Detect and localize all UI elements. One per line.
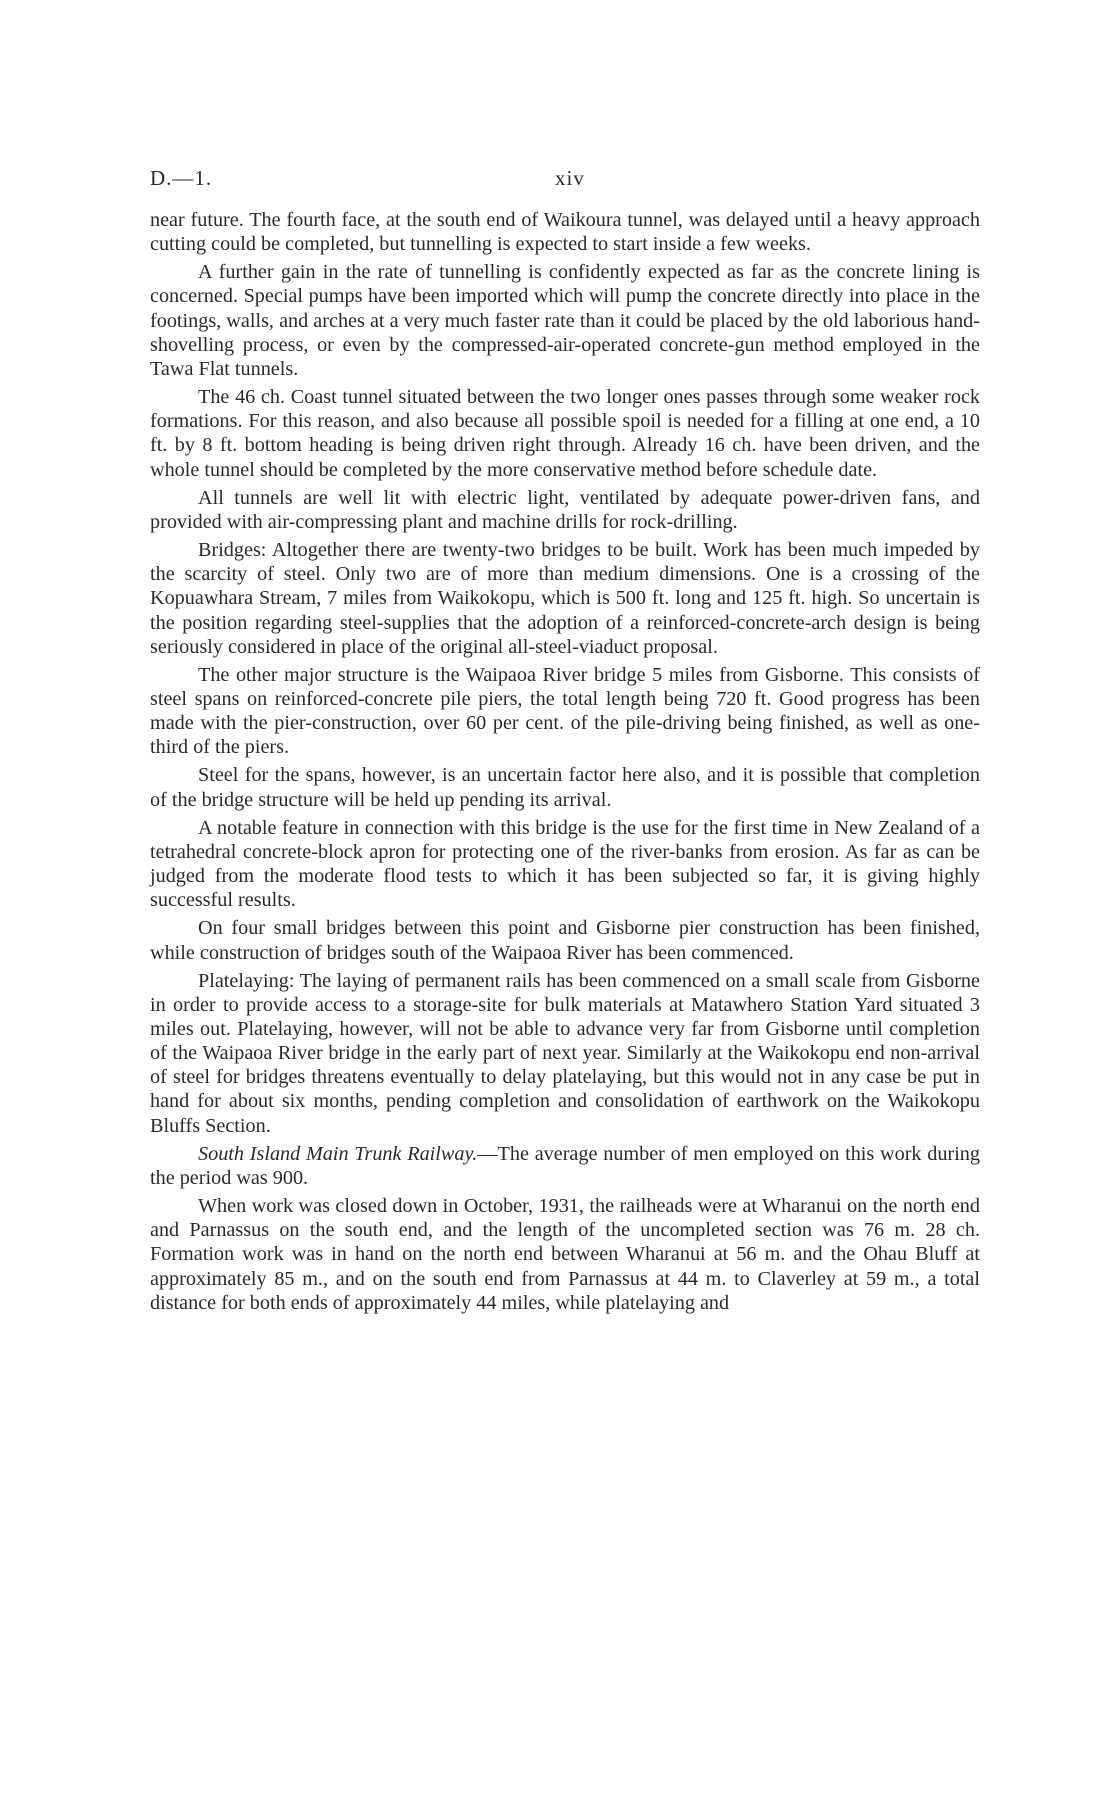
paragraph: On four small bridges between this point and Gisborne pier construction has been finished, while construction of bridges south of the Waipaoa River has been commenced. [150,917,980,964]
paragraph: The 46 ch. Coast tunnel situated between the two longer ones passes through some weaker rock formations. For this reason, and also because all possible spoil is needed for a filling at one end, a 10 ft. by 8 ft. bottom heading is being driven right through. Already 16 ch. have been driven, and the whole tunnel should be completed by the more conservative method before schedule date. [150,386,980,481]
body-text [150,208,980,1319]
paragraph: Platelaying: The laying of permanent rails has been commenced on a small scale from Gisborne in order to provide access to a storage-site for bulk materials at Matawhero Station Yard situated 3 miles out. Platelaying, however, will not be able to advance very far from Gisborne until completion of the Waipaoa River bridge in the early part of next year. Similarly at the Waikokopu end non-arrival of steel for bridges threatens eventually to delay platelaying, but this would not in any case be put in hand for about six months, pending completion and consolidation of earthwork on the Waikokopu Bluffs Section. [150,969,980,1137]
paragraph-text: —The average number of men employed on this work during the period was 900. [150,1142,980,1189]
page-header [150,166,980,196]
section-heading: South Island Main Trunk Railway. [198,1142,478,1165]
page-number: xiv [555,166,585,190]
document-reference: D.—1. [150,166,213,190]
paragraph: Bridges: Altogether there are twenty-two bridges to be built. Work has been much impeded by the scarcity of steel. Only two are of more than medium dimensions. One is a crossing of the Kopuawhara Stream, 7 miles from Waikokopu, which is 500 ft. long and 125 ft. high. So uncertain is the position regarding steel-supplies that the adoption of a reinforced-concrete-arch design is being seriously considered in place of the original all-steel-viaduct proposal. [150,539,980,658]
paragraph: The other major structure is the Waipaoa River bridge 5 miles from Gisborne. This consists of steel spans on reinforced-concrete pile piers, the total length being 720 ft. Good progress has been made with the pier-construction, over 60 per cent. of the pile-driving being finished, as well as one-third of the piers. [150,663,980,759]
paragraph: near future. The fourth face, at the south end of Waikoura tunnel, was delayed until a heavy approach cutting could be completed, but tunnelling is expected to start inside a few weeks. [150,209,980,256]
paragraph: All tunnels are well lit with electric light, ventilated by adequate power-driven fans, and provided with air-compressing plant and machine drills for rock-drilling. [150,486,980,533]
paragraph: A further gain in the rate of tunnelling is confidently expected as far as the concrete lining is concerned. Special pumps have been imported which will pump the concrete directly into place in the footings, walls, and arches at a very much faster rate than it could be placed by the old laborious hand-shovelling process, or even by the compressed-air-operated concrete-gun method employed in the Tawa Flat tunnels. [150,261,980,380]
section-paragraph [150,1142,980,1190]
paragraph: A notable feature in connection with this bridge is the use for the first time in New Zealand of a tetrahedral concrete-block apron for protecting one of the river-banks from erosion. As far as can be judged from the moderate flood tests to which it has been subjected so far, it is giving highly successful results. [150,816,980,912]
paragraph: When work was closed down in October, 1931, the railheads were at Wharanui on the north end and Parnassus on the south end, and the length of the uncompleted section was 76 m. 28 ch. Formation work was in hand on the north end between Wharanui at 56 m. and the Ohau Bluff at approximately 85 m., and on the south end from Parnassus at 44 m. to Claverley at 59 m., a total distance for both ends of approximately 44 miles, while platelaying and [150,1195,980,1314]
paragraph: Steel for the spans, however, is an uncertain factor here also, and it is possible that completion of the bridge structure will be held up pending its arrival. [150,764,980,811]
